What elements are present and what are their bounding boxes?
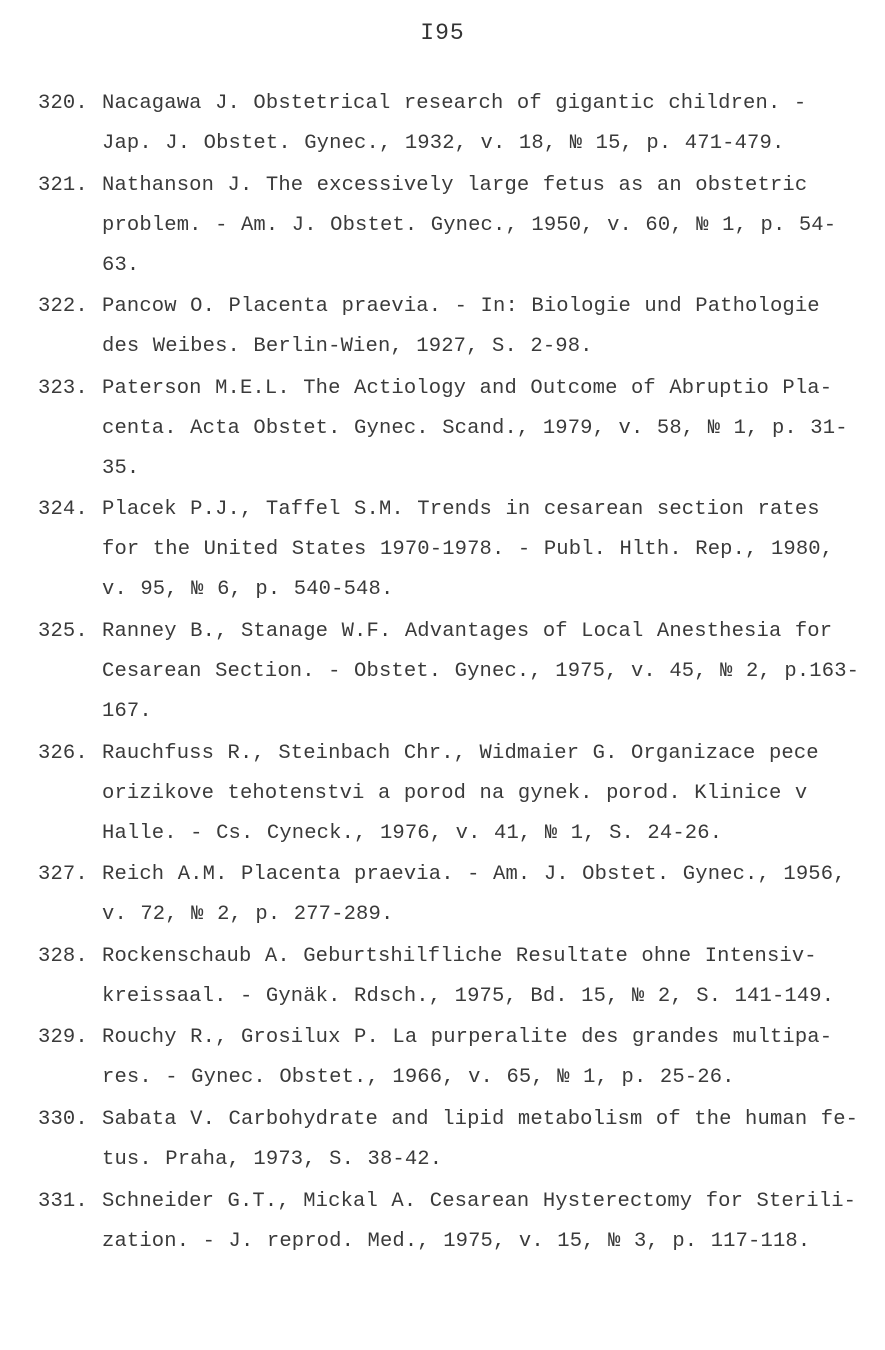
reference-line: tus. Praha, 1973, S. 38-42.	[102, 1147, 443, 1171]
reference-item	[38, 166, 858, 286]
reference-line: Paterson M.E.L. The Actiology and Outcome of Abruptio Pla-	[102, 376, 833, 400]
reference-line: for the United States 1970-1978. - Publ. Hlth. Rep., 1980,	[102, 538, 834, 562]
reference-line: Rauchfuss R., Steinbach Chr., Widmaier G. Organizace pece	[102, 741, 819, 765]
reference-number: 320.	[38, 92, 88, 115]
reference-line: Jap. J. Obstet. Gynec., 1932, v. 18, № 15, p. 471-479.	[102, 132, 785, 155]
reference-number: 325.	[38, 619, 88, 643]
reference-line: Schneider G.T., Mickal A. Cesarean Hysterectomy for Sterili-	[102, 1189, 857, 1213]
reference-item	[38, 734, 858, 854]
reference-item	[38, 1100, 858, 1180]
reference-item	[38, 490, 858, 610]
reference-line: des Weibes. Berlin-Wien, 1927, S. 2-98.	[102, 335, 593, 359]
reference-line: Pancow O. Placenta praevia. - In: Biologie und Pathologie	[102, 295, 820, 319]
reference-line: Halle. - Cs. Cyneck., 1976, v. 41, № 1, S. 24-26.	[102, 821, 723, 845]
reference-line: res. - Gynec. Obstet., 1966, v. 65, № 1, p. 25-26.	[102, 1066, 735, 1090]
reference-line: Rockenschaub A. Geburtshilfliche Resultate ohne Intensiv-	[102, 944, 817, 968]
reference-line: Ranney B., Stanage W.F. Advantages of Local Anesthesia for	[102, 619, 833, 643]
reference-line: Cesarean Section. - Obstet. Gynec., 1975, v. 45, № 2, p.163-	[102, 659, 860, 683]
page-number: I95	[420, 20, 465, 46]
reference-number: 331.	[38, 1189, 88, 1213]
reference-item	[38, 937, 858, 1017]
reference-number: 329.	[38, 1026, 88, 1050]
reference-number: 330.	[38, 1107, 88, 1131]
reference-line: problem. - Am. J. Obstet. Gynec., 1950, v. 60, № 1, p. 54-	[102, 213, 837, 237]
reference-line: v. 72, № 2, p. 277-289.	[102, 903, 394, 927]
reference-line: zation. - J. reprod. Med., 1975, v. 15, № 3, p. 117-118.	[102, 1229, 811, 1253]
reference-line: Rouchy R., Grosilux P. La purperalite des grandes multipa-	[102, 1026, 833, 1050]
reference-line: Placek P.J., Taffel S.M. Trends in cesarean section rates	[102, 498, 820, 522]
reference-line: centa. Acta Obstet. Gynec. Scand., 1979, v. 58, № 1, p. 31-	[102, 416, 848, 440]
reference-line: orizikove tehotenstvi a porod na gynek. porod. Klinice v	[102, 781, 808, 805]
reference-line: 63.	[102, 253, 140, 277]
reference-item	[38, 84, 858, 164]
reference-line: kreissaal. - Gynäk. Rdsch., 1975, Bd. 15, № 2, S. 141-149.	[102, 984, 835, 1008]
reference-item	[38, 612, 858, 732]
reference-line: 35.	[102, 456, 140, 480]
reference-number: 328.	[38, 944, 88, 968]
reference-line: Nathanson J. The excessively large fetus as an obstetric	[102, 173, 808, 197]
reference-number: 326.	[38, 741, 88, 765]
reference-item	[38, 1018, 858, 1098]
reference-item	[38, 287, 858, 367]
reference-line: 167.	[102, 699, 152, 723]
reference-number: 321.	[38, 173, 88, 197]
reference-number: 323.	[38, 376, 88, 400]
reference-number: 324.	[38, 498, 88, 522]
reference-line: Nacagawa J. Obstetrical research of gigantic children. -	[102, 92, 807, 115]
reference-item	[38, 1182, 858, 1262]
reference-list	[38, 84, 858, 1263]
reference-number: 327.	[38, 863, 88, 887]
reference-item	[38, 369, 858, 489]
reference-line: Sabata V. Carbohydrate and lipid metabolism of the human fe-	[102, 1107, 859, 1131]
reference-item	[38, 855, 858, 935]
reference-line: Reich A.M. Placenta praevia. - Am. J. Obstet. Gynec., 1956,	[102, 863, 846, 887]
reference-number: 322.	[38, 295, 88, 319]
reference-line: v. 95, № 6, p. 540-548.	[102, 578, 394, 602]
